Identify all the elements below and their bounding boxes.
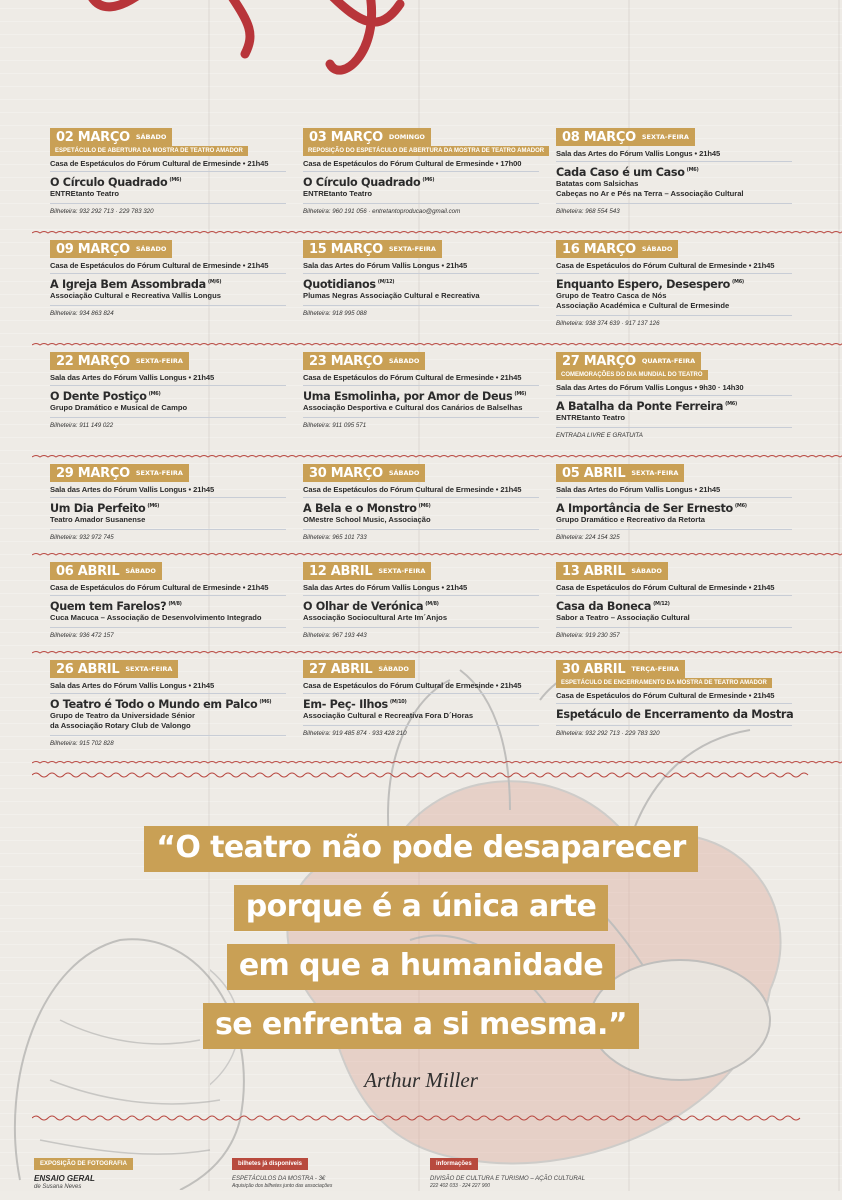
event-date-badge	[556, 128, 695, 146]
event-card	[556, 562, 792, 639]
footer-line: DIVISÃO DE CULTURA E TURISMO – AÇÃO CULTURAL	[430, 1176, 586, 1182]
event-title-line	[303, 698, 539, 711]
event-tag: ESPETÁCULO DE ENCERRAMENTO DA MOSTRA DE TEATRO AMADOR	[556, 678, 772, 688]
event-card	[556, 660, 792, 737]
event-ticket-info: Bilheteira: 911 095 571	[303, 422, 367, 429]
event-title: A Batalha da Ponte Ferreira	[556, 400, 724, 413]
event-ticket-info: Bilheteira: 911 149 022	[50, 422, 114, 429]
event-date-badge	[556, 240, 678, 258]
event-age-rating: (M6)	[418, 503, 431, 510]
event-date: 30 ABRIL	[562, 662, 626, 677]
event-date-badge	[50, 240, 172, 258]
event-date: 06 ABRIL	[56, 564, 120, 579]
event-date: 15 MARÇO	[309, 242, 383, 257]
event-ticket-info: Bilheteira: 918 995 088	[303, 310, 367, 317]
event-age-rating: (M/8)	[425, 601, 439, 608]
row-divider	[32, 342, 842, 348]
event-title-line	[556, 502, 792, 515]
event-title: O Olhar de Verónica	[303, 600, 424, 613]
event-card	[303, 464, 539, 541]
event-title-line	[303, 502, 539, 515]
event-company: Grupo de Teatro Casca de Nós Associação Académica e Cultural de Ermesinde	[556, 291, 792, 316]
event-title-line	[303, 176, 539, 189]
event-date-badge	[303, 240, 442, 258]
event-card	[50, 128, 286, 215]
event-ticket-info: Bilheteira: 960 191 056 · entretantoproducao@gmail.com	[303, 208, 461, 215]
event-venue: Sala das Artes do Fórum Vallis Longus • 21h45	[50, 373, 286, 386]
event-title: Espetáculo de Encerramento da Mostra	[556, 708, 794, 721]
event-title: Quotidianos	[303, 278, 376, 291]
event-title-line	[556, 166, 792, 179]
event-venue: Sala das Artes do Fórum Vallis Longus • 21h45	[556, 149, 792, 162]
event-ticket-info: Bilheteira: 965 101 733	[303, 534, 367, 541]
quote-line: se enfrenta a si mesma.”	[203, 1003, 639, 1049]
quote-line: porque é a única arte	[234, 885, 609, 931]
event-title: Cada Caso é um Caso	[556, 166, 685, 179]
schedule-row	[44, 562, 804, 660]
row-divider	[32, 230, 842, 236]
event-date: 08 MARÇO	[562, 130, 636, 145]
event-ticket-info: Bilheteira: 967 193 443	[303, 632, 367, 639]
event-company: Grupo Dramático e Recreativo da Retorta	[556, 515, 792, 530]
event-date-badge	[50, 352, 189, 370]
event-title: Casa da Boneca	[556, 600, 652, 613]
event-date: 27 MARÇO	[562, 354, 636, 369]
event-date-badge	[303, 562, 431, 580]
event-age-rating: (M/8)	[168, 601, 182, 608]
event-date: 05 ABRIL	[562, 466, 626, 481]
event-weekday: SEXTA-FEIRA	[631, 469, 679, 477]
event-weekday: SEXTA-FEIRA	[135, 469, 183, 477]
event-age-rating: (M/12)	[377, 279, 395, 286]
event-title-line	[556, 600, 792, 613]
event-age-rating: (M6)	[686, 167, 699, 174]
event-company: Plumas Negras Associação Cultural e Recreativa	[303, 291, 539, 306]
event-ticket-info: ENTRADA LIVRE E GRATUITA	[556, 432, 643, 439]
event-weekday: SÁBADO	[631, 567, 662, 575]
event-date-badge	[50, 128, 172, 146]
event-title-line	[50, 176, 286, 189]
event-ticket-info: Bilheteira: 938 374 639 · 917 137 126	[556, 320, 660, 327]
event-age-rating: (M/12)	[653, 601, 670, 608]
event-company: Grupo de Teatro da Universidade Sénior da Associação Rotary Club de Valongo	[50, 711, 286, 736]
event-weekday: DOMINGO	[388, 133, 425, 141]
event-date: 30 MARÇO	[309, 466, 383, 481]
event-company: Associação Sociocultural Arte Im´Anjos	[303, 613, 539, 628]
event-title: Quem tem Farelos?	[50, 600, 167, 613]
event-title: A Igreja Bem Assombrada	[50, 278, 206, 291]
event-card	[303, 240, 539, 317]
event-venue: Casa de Espetáculos do Fórum Cultural de Ermesinde • 21h45	[50, 261, 286, 274]
event-weekday: QUARTA-FEIRA	[641, 357, 696, 365]
event-title: O Teatro é Todo o Mundo em Palco	[50, 698, 258, 711]
event-company: Associação Cultural e Recreativa Vallis Longus	[50, 291, 286, 306]
event-venue: Casa de Espetáculos do Fórum Cultural de Ermesinde • 21h45	[303, 373, 539, 386]
event-company: ENTREtanto Teatro	[50, 189, 286, 204]
event-title-line	[556, 400, 792, 413]
event-date-badge	[50, 464, 189, 482]
event-title: Uma Esmolinha, por Amor de Deus	[303, 390, 513, 403]
quote-line: “O teatro não pode desaparecer	[144, 826, 698, 872]
footer-line: de Susana Neves	[34, 1184, 82, 1190]
row-divider	[32, 760, 842, 766]
event-date: 22 MARÇO	[56, 354, 130, 369]
event-weekday: SÁBADO	[378, 665, 409, 673]
event-card	[303, 562, 539, 639]
event-date: 23 MARÇO	[309, 354, 383, 369]
event-card	[50, 240, 286, 317]
event-venue: Sala das Artes do Fórum Vallis Longus • 9h30 · 14h30	[556, 383, 792, 396]
event-venue: Sala das Artes do Fórum Vallis Longus • 21h45	[50, 485, 286, 498]
event-date: 29 MARÇO	[56, 466, 130, 481]
event-title: O Círculo Quadrado	[303, 176, 421, 189]
event-weekday: SÁBADO	[388, 469, 420, 477]
event-weekday: SÁBADO	[125, 567, 156, 575]
event-weekday: SÁBADO	[388, 357, 420, 365]
event-date: 09 MARÇO	[56, 242, 130, 257]
event-card	[556, 240, 792, 327]
event-company: Associação Cultural e Recreativa Fora D´Horas	[303, 711, 539, 726]
schedule-row	[44, 128, 804, 240]
event-weekday: TERÇA-FEIRA	[631, 665, 680, 673]
event-card	[50, 562, 286, 639]
footer-badge: EXPOSIÇÃO DE FOTOGRAFIA	[34, 1158, 133, 1170]
event-date-badge	[303, 352, 425, 370]
event-weekday: SÁBADO	[135, 245, 167, 253]
quote-line: em que a humanidade	[227, 944, 615, 990]
event-venue: Casa de Espetáculos do Fórum Cultural de Ermesinde • 21h45	[556, 691, 792, 704]
event-date: 13 ABRIL	[562, 564, 626, 579]
footer-badge: bilhetes já disponíveis	[232, 1158, 308, 1170]
event-venue: Casa de Espetáculos do Fórum Cultural de Ermesinde • 21h45	[556, 261, 792, 274]
event-venue: Sala das Artes do Fórum Vallis Longus • 21h45	[556, 485, 792, 498]
event-venue: Sala das Artes do Fórum Vallis Longus • 21h45	[303, 583, 539, 596]
event-date: 02 MARÇO	[56, 130, 130, 145]
event-title-line	[303, 390, 539, 403]
event-ticket-info: Bilheteira: 224 154 325	[556, 534, 620, 541]
event-age-rating: (M/6)	[207, 279, 222, 286]
event-card	[556, 128, 792, 215]
event-venue: Casa de Espetáculos do Fórum Cultural de Ermesinde • 21h45	[303, 681, 539, 694]
event-date-badge	[556, 660, 685, 678]
footer-divider	[32, 1114, 810, 1122]
event-venue: Casa de Espetáculos do Fórum Cultural de Ermesinde • 17h00	[303, 159, 539, 172]
event-tag: COMEMORAÇÕES DO DIA MUNDIAL DO TEATRO	[556, 370, 708, 380]
event-venue: Sala das Artes do Fórum Vallis Longus • 21h45	[303, 261, 539, 274]
row-divider	[32, 650, 842, 656]
footer-line: ENSAIO GERAL	[34, 1174, 95, 1183]
event-date: 27 ABRIL	[309, 662, 373, 677]
event-title-line	[556, 708, 792, 721]
event-title: A Bela e o Monstro	[303, 502, 417, 515]
event-date-badge	[303, 660, 415, 678]
event-venue: Casa de Espetáculos do Fórum Cultural de Ermesinde • 21h45	[556, 583, 792, 596]
event-ticket-info: Bilheteira: 932 292 713 · 229 783 320	[50, 208, 154, 215]
event-ticket-info: Bilheteira: 919 485 874 · 933 428 210	[303, 730, 407, 737]
event-age-rating: (M6)	[734, 503, 747, 510]
event-card	[50, 352, 286, 429]
schedule-row	[44, 464, 804, 562]
event-age-rating: (M6)	[169, 177, 182, 184]
event-ticket-info: Bilheteira: 936 472 157	[50, 632, 114, 639]
event-weekday: SEXTA-FEIRA	[135, 357, 183, 365]
event-date-badge	[556, 562, 668, 580]
event-company: Cuca Macuca – Associação de Desenvolvimento Integrado	[50, 613, 286, 628]
quote-line-1-wrap	[0, 826, 842, 872]
event-date: 03 MARÇO	[309, 130, 383, 145]
footer-line: ESPETÁCULOS DA MOSTRA - 3€	[232, 1176, 326, 1182]
quote-line-2-wrap	[0, 885, 842, 931]
event-age-rating: (M6)	[514, 391, 527, 398]
event-title-line	[303, 278, 539, 291]
event-venue: Casa de Espetáculos do Fórum Cultural de Ermesinde • 21h45	[50, 159, 286, 172]
event-tag: REPOSIÇÃO DO ESPETÁCULO DE ABERTURA DA MOSTRA DE TEATRO AMADOR	[303, 146, 549, 156]
event-card	[303, 352, 539, 429]
footer-tickets	[232, 1152, 332, 1189]
event-ticket-info: Bilheteira: 968 554 543	[556, 208, 620, 215]
schedule-row	[44, 352, 804, 464]
event-company: Grupo Dramático e Musical de Campo	[50, 403, 286, 418]
event-title-line	[50, 390, 286, 403]
event-age-rating: (M6)	[422, 177, 435, 184]
event-title: A Importância de Ser Ernesto	[556, 502, 733, 515]
event-company: Teatro Amador Susanense	[50, 515, 286, 530]
event-weekday: SEXTA-FEIRA	[125, 665, 173, 673]
event-company-rule	[556, 721, 792, 726]
event-age-rating: (M/10)	[389, 699, 407, 706]
event-card	[303, 660, 539, 737]
event-title: Em- Peç- Ilhos	[303, 698, 388, 711]
event-weekday: SEXTA-FEIRA	[388, 245, 436, 253]
event-age-rating: (M6)	[147, 503, 160, 510]
event-date-badge	[303, 128, 431, 146]
event-weekday: SÁBADO	[641, 245, 673, 253]
event-company: Batatas com Salsichas Cabeças no Ar e Pés na Terra – Associação Cultural	[556, 179, 792, 204]
event-card	[556, 464, 792, 541]
section-divider	[32, 771, 810, 779]
event-date: 12 ABRIL	[309, 564, 373, 579]
row-divider	[32, 454, 842, 460]
event-age-rating: (M6)	[732, 279, 744, 286]
event-tag: ESPETÁCULO DE ABERTURA DA MOSTRA DE TEATRO AMADOR	[50, 146, 248, 156]
event-venue: Casa de Espetáculos do Fórum Cultural de Ermesinde • 21h45	[303, 485, 539, 498]
event-company: Associação Desportiva e Cultural dos Canários de Balselhas	[303, 403, 539, 418]
event-title: O Dente Postiço	[50, 390, 147, 403]
event-company: OMestre School Music, Associação	[303, 515, 539, 530]
event-date: 16 MARÇO	[562, 242, 636, 257]
schedule-row	[44, 660, 804, 770]
event-title-line	[50, 278, 286, 291]
quote-line-3-wrap	[0, 944, 842, 990]
event-ticket-info: Bilheteira: 915 702 828	[50, 740, 114, 747]
footer-line: 222 402 033 · 224 227 900	[430, 1183, 491, 1189]
event-title-line	[303, 600, 539, 613]
event-company: ENTREtanto Teatro	[303, 189, 539, 204]
event-ticket-info: Bilheteira: 934 863 824	[50, 310, 114, 317]
schedule-row	[44, 240, 804, 352]
event-card	[50, 464, 286, 541]
event-card	[556, 352, 792, 439]
event-title: Um Dia Perfeito	[50, 502, 146, 515]
quote-line-4-wrap	[0, 1003, 842, 1049]
event-title: O Círculo Quadrado	[50, 176, 168, 189]
event-title-line	[556, 278, 792, 291]
event-age-rating: (M6)	[725, 401, 737, 408]
event-date-badge	[303, 464, 425, 482]
event-weekday: SEXTA-FEIRA	[378, 567, 426, 575]
event-age-rating: (M6)	[259, 699, 272, 706]
event-venue: Sala das Artes do Fórum Vallis Longus • 21h45	[50, 681, 286, 694]
event-age-rating: (M6)	[148, 391, 161, 398]
event-date-badge	[50, 660, 178, 678]
event-ticket-info: Bilheteira: 932 972 745	[50, 534, 114, 541]
event-card	[50, 660, 286, 747]
event-title-line	[50, 502, 286, 515]
event-title: Enquanto Espero, Desespero	[556, 278, 731, 291]
event-company: ENTREtanto Teatro	[556, 413, 792, 428]
quote-author: Arthur Miller	[364, 1068, 478, 1092]
schedule-grid	[44, 128, 804, 770]
event-company: Sabor a Teatro – Associação Cultural	[556, 613, 792, 628]
footer-info	[430, 1152, 585, 1189]
script-title-graphic	[80, 0, 460, 84]
event-ticket-info: Bilheteira: 919 230 357	[556, 632, 620, 639]
row-divider	[32, 552, 842, 558]
event-title-line	[50, 698, 286, 711]
footer-badge: informações	[430, 1158, 478, 1170]
footer-exhibition	[34, 1152, 133, 1190]
event-ticket-info: Bilheteira: 932 292 713 · 229 783 320	[556, 730, 660, 737]
event-date-badge	[556, 352, 701, 370]
event-weekday: SEXTA-FEIRA	[641, 133, 689, 141]
event-weekday: SÁBADO	[135, 133, 167, 141]
event-title-line	[50, 600, 286, 613]
event-date-badge	[50, 562, 162, 580]
footer-line: Aquisição dos bilhetes junto das associações	[232, 1183, 333, 1189]
event-date: 26 ABRIL	[56, 662, 120, 677]
event-venue: Casa de Espetáculos do Fórum Cultural de Ermesinde • 21h45	[50, 583, 286, 596]
event-date-badge	[556, 464, 684, 482]
event-card	[303, 128, 545, 215]
